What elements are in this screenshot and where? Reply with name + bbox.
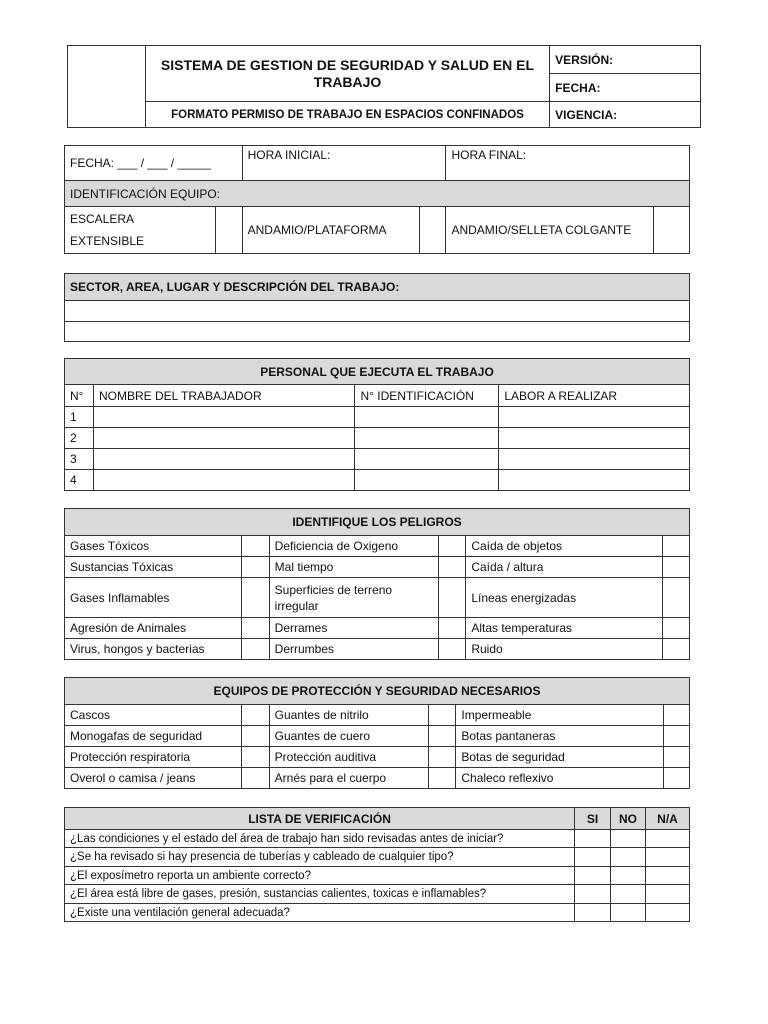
na-check[interactable] — [646, 830, 690, 848]
labor-cell[interactable] — [499, 470, 690, 491]
sector-table — [64, 273, 690, 342]
equipo-andamio-label: ANDAMIO/PLATAFORMA — [242, 207, 419, 254]
hora-inicial-field[interactable]: HORA INICIAL: — [242, 146, 446, 181]
no-check[interactable] — [611, 867, 646, 885]
peligro-check[interactable] — [663, 639, 690, 660]
col-nombre: NOMBRE DEL TRABAJADOR — [93, 385, 354, 407]
row-number: 4 — [65, 470, 94, 491]
epp-check[interactable] — [241, 747, 269, 768]
table-row — [65, 470, 690, 491]
sector-line-2[interactable] — [65, 322, 690, 342]
col-si: SI — [575, 808, 611, 830]
epp-check[interactable] — [429, 726, 456, 747]
peligro-check[interactable] — [439, 618, 466, 639]
epp-check[interactable] — [429, 768, 456, 789]
peligro-label: Caída / altura — [466, 557, 663, 578]
epp-check[interactable] — [664, 726, 690, 747]
epp-check[interactable] — [664, 747, 690, 768]
verificacion-table — [64, 807, 690, 922]
table-row — [65, 428, 690, 449]
col-numero: N° — [65, 385, 94, 407]
peligro-label: Gases Tóxicos — [65, 536, 242, 557]
id-cell[interactable] — [355, 428, 499, 449]
table-row — [65, 885, 690, 904]
peligro-check[interactable] — [663, 578, 690, 618]
peligro-label: Líneas energizadas — [466, 578, 663, 618]
hora-final-field[interactable]: HORA FINAL: — [446, 146, 690, 181]
personal-title: PERSONAL QUE EJECUTA EL TRABAJO — [65, 359, 690, 385]
general-info-table — [64, 145, 690, 254]
epp-label: Botas de seguridad — [456, 747, 664, 768]
labor-cell[interactable] — [499, 428, 690, 449]
na-check[interactable] — [646, 867, 690, 885]
epp-label: Monogafas de seguridad — [65, 726, 242, 747]
peligro-check[interactable] — [439, 639, 466, 660]
no-check[interactable] — [611, 904, 646, 922]
row-number: 1 — [65, 407, 94, 428]
peligros-title: IDENTIFIQUE LOS PELIGROS — [65, 509, 690, 536]
row-number: 2 — [65, 428, 94, 449]
peligro-label: Superficies de terreno irregular — [269, 578, 439, 618]
equipo-selleta-label: ANDAMIO/SELLETA COLGANTE — [446, 207, 654, 254]
na-check[interactable] — [646, 904, 690, 922]
peligro-check[interactable] — [241, 639, 269, 660]
epp-label: Cascos — [65, 705, 242, 726]
peligro-label: Caída de objetos — [466, 536, 663, 557]
peligro-label: Ruido — [466, 639, 663, 660]
peligro-check[interactable] — [663, 557, 690, 578]
peligro-label: Virus, hongos y bacterias — [65, 639, 242, 660]
system-title: SISTEMA DE GESTION DE SEGURIDAD Y SALUD EN EL TRABAJO — [145, 46, 549, 102]
table-row — [65, 557, 690, 578]
nombre-cell[interactable] — [93, 428, 354, 449]
verificacion-item: ¿Las condiciones y el estado del área de trabajo han sido revisadas antes de iniciar? — [65, 830, 575, 848]
epp-label: Impermeable — [456, 705, 664, 726]
personal-table — [64, 358, 690, 491]
equipo-escalera-check[interactable] — [215, 207, 242, 254]
nombre-cell[interactable] — [93, 407, 354, 428]
col-labor: LABOR A REALIZAR — [499, 385, 690, 407]
si-check[interactable] — [575, 867, 611, 885]
logo-cell — [68, 46, 146, 128]
si-check[interactable] — [575, 848, 611, 867]
col-no: NO — [611, 808, 646, 830]
epp-check[interactable] — [664, 705, 690, 726]
equipo-andamio-check[interactable] — [419, 207, 446, 254]
epp-label: Protección auditiva — [269, 747, 429, 768]
verificacion-item: ¿El área está libre de gases, presión, sustancias calientes, toxicas e inflamables? — [65, 885, 575, 904]
peligro-label: Sustancias Tóxicas — [65, 557, 242, 578]
equipo-selleta-check[interactable] — [654, 207, 690, 254]
epp-label: Overol o camisa / jeans — [65, 768, 242, 789]
validity-label: VIGENCIA: — [550, 102, 701, 128]
si-check[interactable] — [575, 904, 611, 922]
peligro-check[interactable] — [439, 536, 466, 557]
peligro-label: Mal tiempo — [269, 557, 439, 578]
peligro-label: Altas temperaturas — [466, 618, 663, 639]
col-identificacion: N° IDENTIFICACIÓN — [355, 385, 499, 407]
peligro-label: Gases Inflamables — [65, 578, 242, 618]
epp-label: Botas pantaneras — [456, 726, 664, 747]
nombre-cell[interactable] — [93, 470, 354, 491]
header-date-label: FECHA: — [550, 74, 701, 102]
peligro-check[interactable] — [439, 557, 466, 578]
table-row — [65, 830, 690, 848]
table-row — [65, 578, 690, 618]
peligro-check[interactable] — [663, 618, 690, 639]
peligro-label: Derrames — [269, 618, 439, 639]
table-row — [65, 848, 690, 867]
si-check[interactable] — [575, 885, 611, 904]
epp-label: Arnés para el cuerpo — [269, 768, 429, 789]
table-row — [65, 904, 690, 922]
epp-title: EQUIPOS DE PROTECCIÓN Y SEGURIDAD NECESARIOS — [65, 678, 690, 705]
peligro-check[interactable] — [241, 557, 269, 578]
verificacion-item: ¿Se ha revisado si hay presencia de tuberías y cableado de cualquier tipo? — [65, 848, 575, 867]
epp-label: Guantes de cuero — [269, 726, 429, 747]
version-label: VERSIÓN: — [550, 46, 701, 74]
table-row — [65, 536, 690, 557]
peligro-label: Agresión de Animales — [65, 618, 242, 639]
table-row — [65, 449, 690, 470]
table-row — [65, 705, 690, 726]
no-check[interactable] — [611, 830, 646, 848]
peligro-check[interactable] — [663, 536, 690, 557]
si-check[interactable] — [575, 830, 611, 848]
table-row — [65, 867, 690, 885]
epp-label: Protección respiratoria — [65, 747, 242, 768]
epp-check[interactable] — [429, 747, 456, 768]
epp-check[interactable] — [241, 705, 269, 726]
col-na: N/A — [646, 808, 690, 830]
nombre-cell[interactable] — [93, 449, 354, 470]
verificacion-title: LISTA DE VERIFICACIÓN — [65, 808, 575, 830]
id-cell[interactable] — [355, 470, 499, 491]
table-row — [65, 639, 690, 660]
epp-label: Guantes de nitrilo — [269, 705, 429, 726]
form-subtitle: FORMATO PERMISO DE TRABAJO EN ESPACIOS CONFINADOS — [145, 102, 549, 128]
labor-cell[interactable] — [499, 449, 690, 470]
identificacion-equipo-label: IDENTIFICACIÓN EQUIPO: — [65, 181, 690, 207]
fecha-field[interactable]: FECHA: ___ / ___ / _____ — [65, 146, 243, 181]
id-cell[interactable] — [355, 449, 499, 470]
epp-check[interactable] — [241, 726, 269, 747]
na-check[interactable] — [646, 885, 690, 904]
header-table — [67, 45, 701, 128]
peligro-label: Deficiencia de Oxigeno — [269, 536, 439, 557]
sector-title: SECTOR, AREA, LUGAR Y DESCRIPCIÓN DEL TRABAJO: — [65, 274, 690, 301]
epp-check[interactable] — [429, 705, 456, 726]
peligro-check[interactable] — [439, 578, 466, 618]
no-check[interactable] — [611, 848, 646, 867]
no-check[interactable] — [611, 885, 646, 904]
table-row — [65, 726, 690, 747]
row-number: 3 — [65, 449, 94, 470]
equipo-escalera-label: ESCALERA EXTENSIBLE — [65, 207, 216, 254]
epp-check[interactable] — [664, 768, 690, 789]
epp-table — [64, 677, 690, 789]
peligro-check[interactable] — [241, 536, 269, 557]
peligro-check[interactable] — [241, 618, 269, 639]
table-row — [65, 618, 690, 639]
peligros-table — [64, 508, 690, 660]
epp-label: Chaleco reflexivo — [456, 768, 664, 789]
na-check[interactable] — [646, 848, 690, 867]
labor-cell[interactable] — [499, 407, 690, 428]
verificacion-item: ¿Existe una ventilación general adecuada? — [65, 904, 575, 922]
peligro-label: Derrumbes — [269, 639, 439, 660]
peligro-check[interactable] — [241, 578, 269, 618]
table-row — [65, 747, 690, 768]
verificacion-item: ¿El exposímetro reporta un ambiente correcto? — [65, 867, 575, 885]
epp-check[interactable] — [241, 768, 269, 789]
table-row — [65, 768, 690, 789]
sector-line-1[interactable] — [65, 301, 690, 322]
id-cell[interactable] — [355, 407, 499, 428]
table-row — [65, 407, 690, 428]
